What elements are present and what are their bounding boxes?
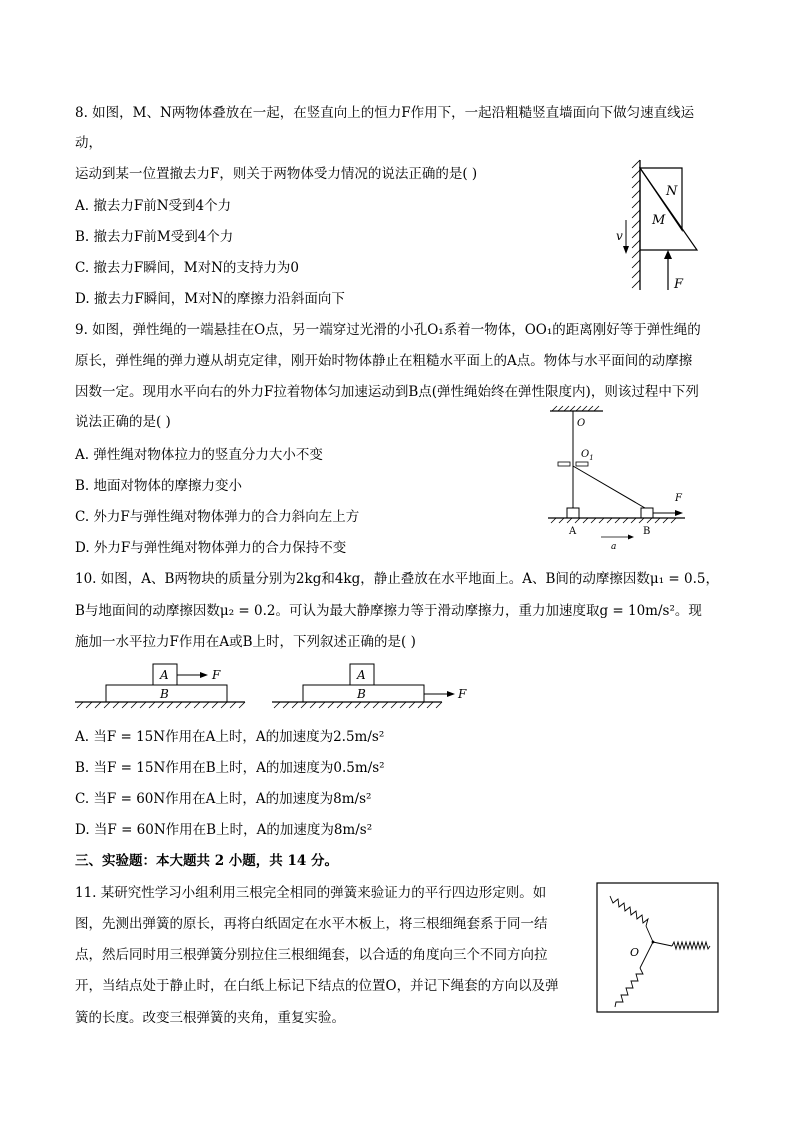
q9-label-a: A [569,526,577,537]
q10-option-a: A. 当F = 15N作用在A上时，A的加速度为2.5m/s² [75,729,385,745]
q8-line-1: 8. 如图，M、N两物体叠放在一起，在竖直向上的恒力F作用下，一起沿粗糙竖直墙面向下做匀速直线运 [75,105,695,121]
q10-fig2-label-f: F [458,687,467,701]
q8-option-a: A. 撤去力F前N受到4个力 [75,198,232,214]
q9-option-a: A. 弹性绳对物体拉力的竖直分力大小不变 [75,447,323,463]
q9-line-1: 9. 如图，弹性绳的一端悬挂在O点，另一端穿过光滑的小孔O₁系着一物体，OO₁的距离刚好等于弹性绳的 [75,322,701,338]
q11-line-1: 11. 某研究性学习小组利用三根完全相同的弹簧来验证力的平行四边形定则。如 [75,885,547,901]
q9-block-a [567,508,579,518]
q10-figure-1 [73,662,248,712]
q9-label-f: F [675,493,682,504]
q8-figure [610,158,705,293]
q10-option-d: D. 当F = 60N作用在B上时，A的加速度为8m/s² [75,822,373,838]
q10-line-3: 施加一水平拉力F作用在A或B上时，下列叙述正确的是( ) [75,634,416,650]
q11-figure [596,882,720,1014]
q9-line-4: 说法正确的是( ) [75,414,171,430]
q10-fig1-label-f: F [212,668,221,682]
q9-option-d: D. 外力F与弹性绳对物体弹力的合力保持不变 [75,540,347,556]
q8-option-b: B. 撤去力F前M受到4个力 [75,229,234,245]
q10-option-c: C. 当F = 60N作用在A上时，A的加速度为8m/s² [75,791,372,807]
q9-line-2: 原长，弹性绳的弹力遵从胡克定律，刚开始时物体静止在粗糙水平面上的A点。物体与水平面间的动摩擦 [75,353,693,369]
q9-label-o: O [577,418,586,429]
q9-label-o1: $O_1$ [581,449,594,462]
q9-option-b: B. 地面对物体的摩擦力变小 [75,478,243,494]
q9-label-b: B [643,526,651,537]
q8-label-n: N [666,184,678,199]
q10-fig1-label-a: A [160,668,169,682]
q11-line-4: 开，当结点处于静止时，在白纸上标记下结点的位置O，并记下绳套的方向以及弹 [75,978,559,994]
q10-option-b: B. 当F = 15N作用在B上时，A的加速度为0.5m/s² [75,760,385,776]
q9-figure [545,405,695,550]
q10-fig2-label-b: B [357,687,366,701]
q8-label-m: M [652,213,666,228]
q8-label-f: F [674,277,684,292]
q8-option-c: C. 撤去力F瞬间，M对N的支持力为0 [75,260,300,276]
q9-option-c: C. 外力F与弹性绳对物体弹力的合力斜向左上方 [75,509,360,525]
q11-line-3: 点，然后同时用三根弹簧分别拉住三根细绳套，以合适的角度向三个不同方向拉 [75,947,548,963]
q10-fig2-label-a: A [357,668,366,682]
q9-line-3: 因数一定。现用水平向右的外力F拉着物体匀加速运动到B点(弹性绳始终在弹性限度内)，则该过程中下列 [75,384,699,400]
q10-line-1: 10. 如图，A、B两物块的质量分别为2kg和4kg，静止叠放在水平地面上。A、B间的动摩擦因数μ₁ = 0.5， [75,571,719,587]
q8-label-v: v [616,229,623,243]
q11-label-o: O [630,946,640,959]
q10-figure-2 [270,662,475,712]
q11-line-5: 簧的长度。改变三根弹簧的夹角，重复实验。 [75,1010,345,1026]
section-heading: 三、实验题：本大题共 2 小题，共 14 分。 [75,853,338,869]
q9-block-b [641,508,653,518]
q9-label-accel: a [611,542,617,552]
q8-option-d: D. 撤去力F瞬间，M对N的摩擦力沿斜面向下 [75,291,345,307]
q8-line-3: 运动到某一位置撤去力F，则关于两物体受力情况的说法正确的是( ) [75,166,478,182]
q11-line-2: 图，先测出弹簧的原长，再将白纸固定在水平木板上，将三根细绳套系于同一结 [75,916,548,932]
q10-fig1-label-b: B [160,687,169,701]
q8-line-2: 动， [75,135,102,151]
q10-line-2: B与地面间的动摩擦因数μ₂ = 0.2。可认为最大静摩擦力等于滑动摩擦力，重力加速度取g = 10m/s²。现 [75,603,702,619]
